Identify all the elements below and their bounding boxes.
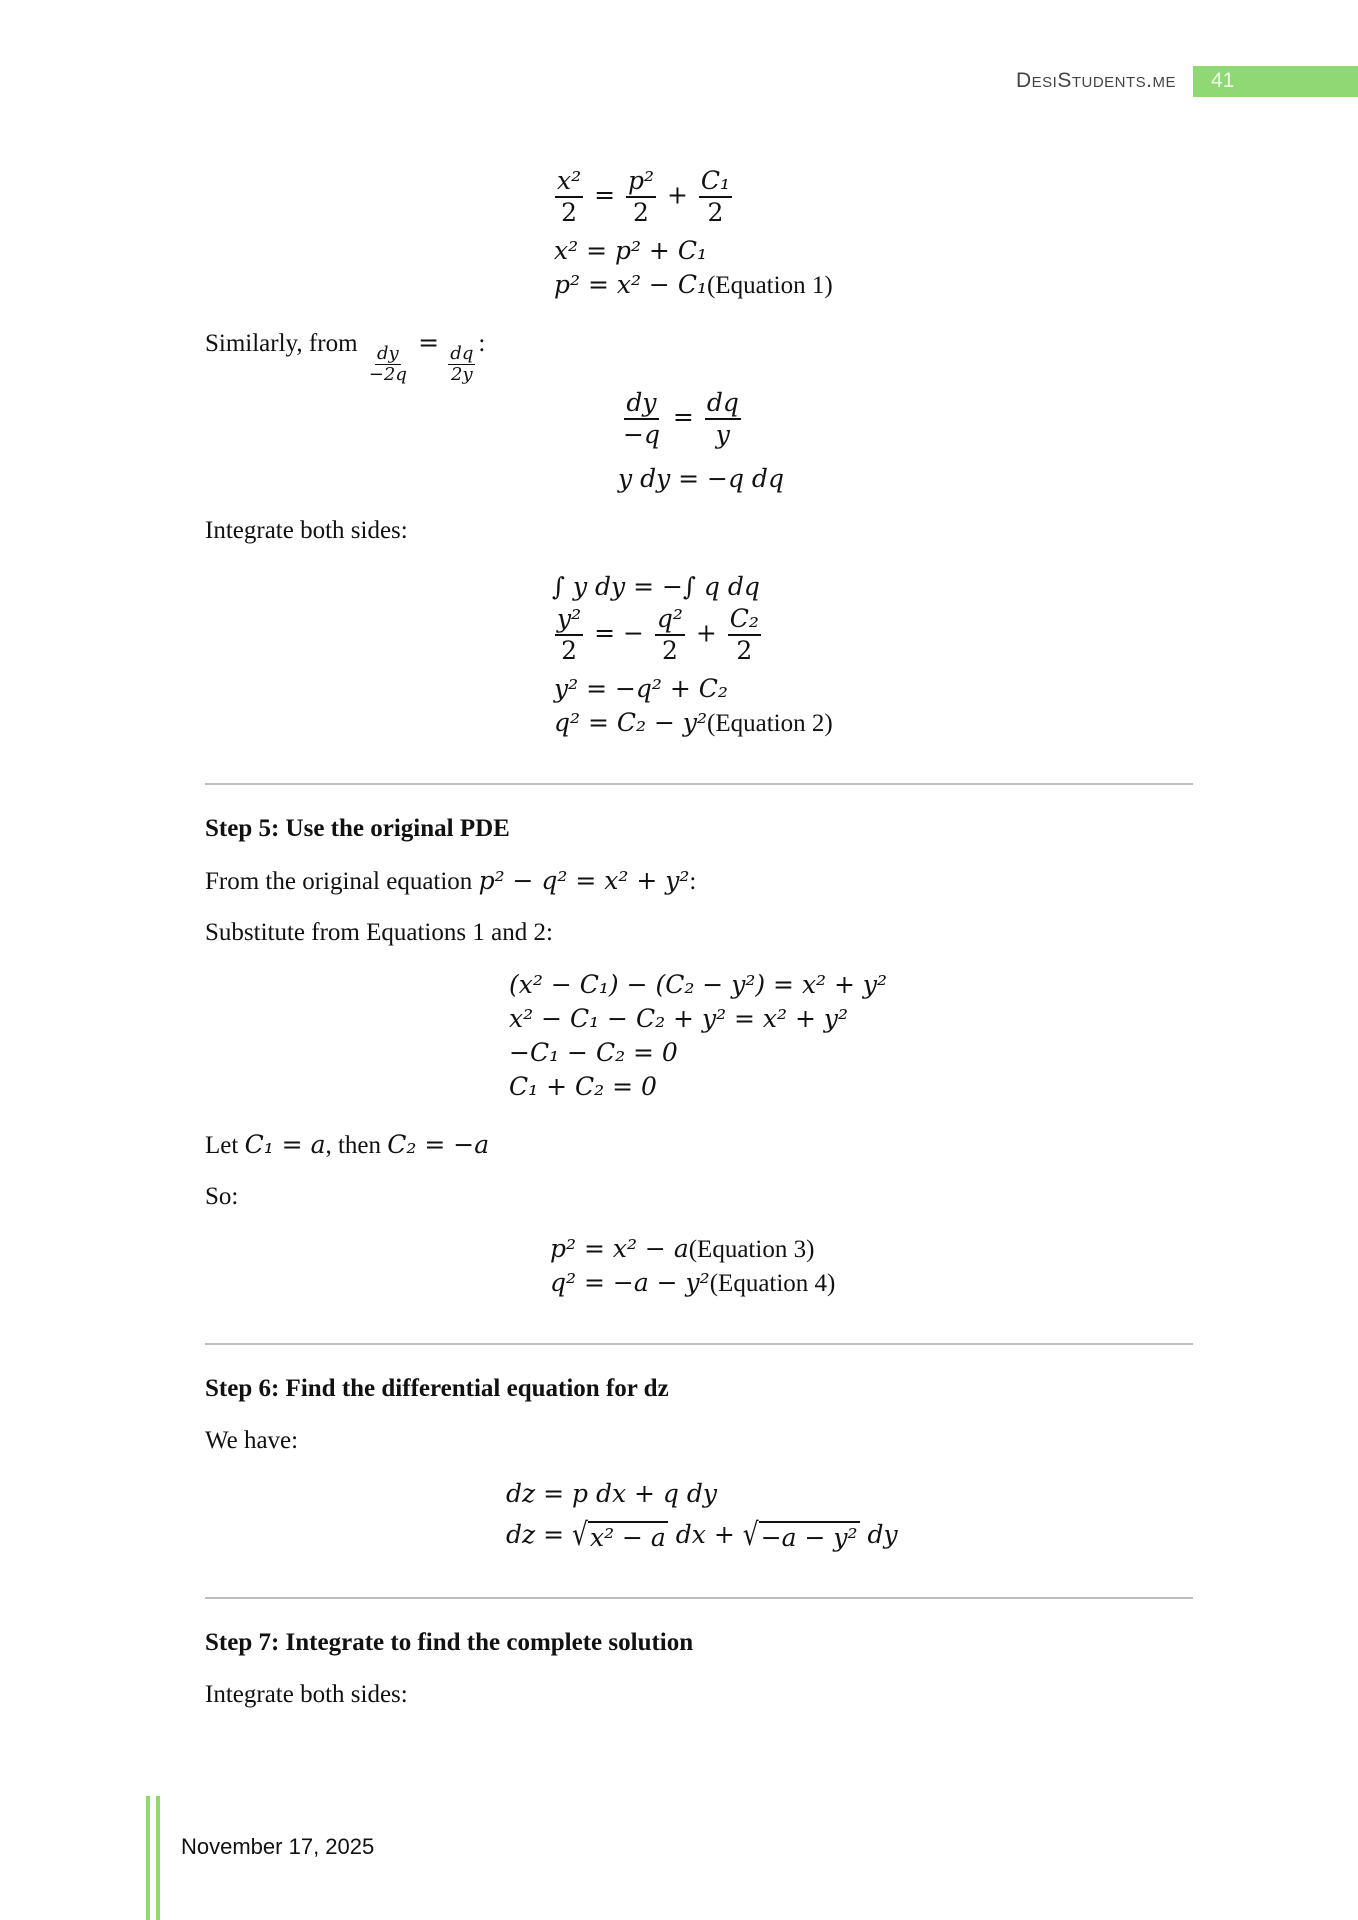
equation-block-3-line-2 xyxy=(552,604,764,666)
fraction-denominator: −2q xyxy=(368,364,407,385)
horizontal-rule xyxy=(205,783,1193,785)
dx-plus: dx + xyxy=(675,1520,735,1549)
equals-sign: = xyxy=(672,402,694,432)
substitution-line-3: −C₁ − C₂ = 0 xyxy=(509,1038,678,1067)
square-root-1 xyxy=(572,1518,668,1553)
plus-sign: + xyxy=(695,618,717,648)
fraction-numerator: x² xyxy=(555,166,583,198)
page-number-bar xyxy=(1193,66,1358,97)
fraction-numerator: C₂ xyxy=(728,604,761,636)
radicand-2: −a − y² xyxy=(760,1523,858,1552)
fraction-denominator: 2 xyxy=(661,636,678,665)
equation-2-math: q² = C₂ − y² xyxy=(554,708,708,737)
equation-3 xyxy=(550,1232,814,1267)
let-constants-paragraph xyxy=(205,1130,489,1161)
equation-block-1-line-1 xyxy=(552,166,735,228)
substitution-line-4: C₁ + C₂ = 0 xyxy=(509,1072,657,1101)
equation-1-label: (Equation 1) xyxy=(706,272,833,299)
page-number: 41 xyxy=(1211,69,1235,92)
dz-equation-line-2 xyxy=(506,1518,898,1553)
equation-block-2-line-2: y dy = −q dq xyxy=(618,464,784,493)
fraction-denominator: 2y xyxy=(451,364,473,385)
fraction-numerator: p² xyxy=(626,166,656,198)
square-root-2 xyxy=(743,1518,860,1553)
original-equation-paragraph xyxy=(205,866,696,897)
radical-icon: √ xyxy=(572,1516,588,1553)
equation-2 xyxy=(554,706,833,741)
from-text: From the original equation xyxy=(205,868,473,895)
similarly-text: Similarly, from xyxy=(205,330,358,357)
equation-4-math: q² = −a − y² xyxy=(550,1268,710,1297)
equation-4 xyxy=(550,1266,835,1301)
footer-date: November 17, 2025 xyxy=(181,1834,375,1859)
plus-sign: + xyxy=(666,180,688,210)
equation-block-2-line-1 xyxy=(618,388,744,450)
fraction-denominator: 2 xyxy=(561,636,578,665)
horizontal-rule xyxy=(205,1597,1193,1599)
similarly-paragraph xyxy=(205,328,485,385)
dz-equals: dz = xyxy=(506,1520,565,1549)
fraction-denominator: 2 xyxy=(633,198,649,227)
dz-equation-line-1: dz = p dx + q dy xyxy=(506,1479,717,1508)
c2-equals-minus-a: C₂ = −a xyxy=(387,1130,490,1159)
step-6-heading: Step 6: Find the differential equation for dz xyxy=(205,1375,669,1402)
fraction-denominator: 2 xyxy=(736,636,753,665)
horizontal-rule xyxy=(205,1343,1193,1345)
fraction-numerator: dq xyxy=(450,343,474,364)
step-5-heading: Step 5: Use the original PDE xyxy=(205,815,510,842)
pde-math: p² − q² = x² + y² xyxy=(478,866,690,895)
c1-equals-a: C₁ = a xyxy=(244,1130,326,1159)
integrate-both-sides-text: Integrate both sides: xyxy=(205,517,408,544)
substitution-line-1: (x² − C₁) − (C₂ − y²) = x² + y² xyxy=(509,970,888,999)
fraction-numerator: C₁ xyxy=(699,166,732,198)
fraction-denominator: 2 xyxy=(561,198,578,227)
radical-icon: √ xyxy=(742,1516,759,1553)
equation-block-3-line-1: ∫ y dy = −∫ q dq xyxy=(552,572,760,601)
site-name: DesiStudents.me xyxy=(1016,69,1177,92)
colon: : xyxy=(478,330,486,357)
fraction-denominator: y xyxy=(715,420,730,449)
equation-4-label: (Equation 4) xyxy=(709,1270,836,1297)
equals-sign: = xyxy=(418,328,440,357)
so-text: So: xyxy=(205,1183,239,1210)
fraction-numerator: dy xyxy=(624,388,658,420)
footer-accent-line xyxy=(156,1796,160,1920)
equals-sign: = xyxy=(594,180,616,210)
radicand-1: x² − a xyxy=(589,1523,666,1552)
dy-term: dy xyxy=(867,1520,898,1549)
equation-1 xyxy=(554,268,833,303)
equation-3-label: (Equation 3) xyxy=(688,1236,815,1263)
equals-minus-sign: = − xyxy=(594,618,644,648)
then-text: , then xyxy=(325,1132,382,1159)
equation-1-math: p² = x² − C₁ xyxy=(554,270,707,299)
equation-2-label: (Equation 2) xyxy=(707,710,833,737)
substitute-text: Substitute from Equations 1 and 2: xyxy=(205,919,553,946)
footer-accent-line xyxy=(146,1796,150,1920)
fraction-numerator: y² xyxy=(555,604,583,636)
step-7-heading: Step 7: Integrate to find the complete solution xyxy=(205,1629,694,1656)
equation-3-math: p² = x² − a xyxy=(550,1234,689,1263)
colon: : xyxy=(689,868,697,895)
fraction-numerator: q² xyxy=(655,604,685,636)
fraction-denominator: 2 xyxy=(707,198,724,227)
equation-block-3-line-3: y² = −q² + C₂ xyxy=(554,674,728,703)
fraction-numerator: dy xyxy=(376,343,399,364)
let-text: Let xyxy=(205,1132,239,1159)
equation-block-1-line-2: x² = p² + C₁ xyxy=(554,236,707,265)
substitution-line-2: x² − C₁ − C₂ + y² = x² + y² xyxy=(509,1004,849,1033)
integrate-both-sides-text-2: Integrate both sides: xyxy=(205,1681,408,1708)
fraction-numerator: dq xyxy=(705,388,741,420)
fraction-denominator: −q xyxy=(623,420,660,449)
we-have-text: We have: xyxy=(205,1427,299,1454)
